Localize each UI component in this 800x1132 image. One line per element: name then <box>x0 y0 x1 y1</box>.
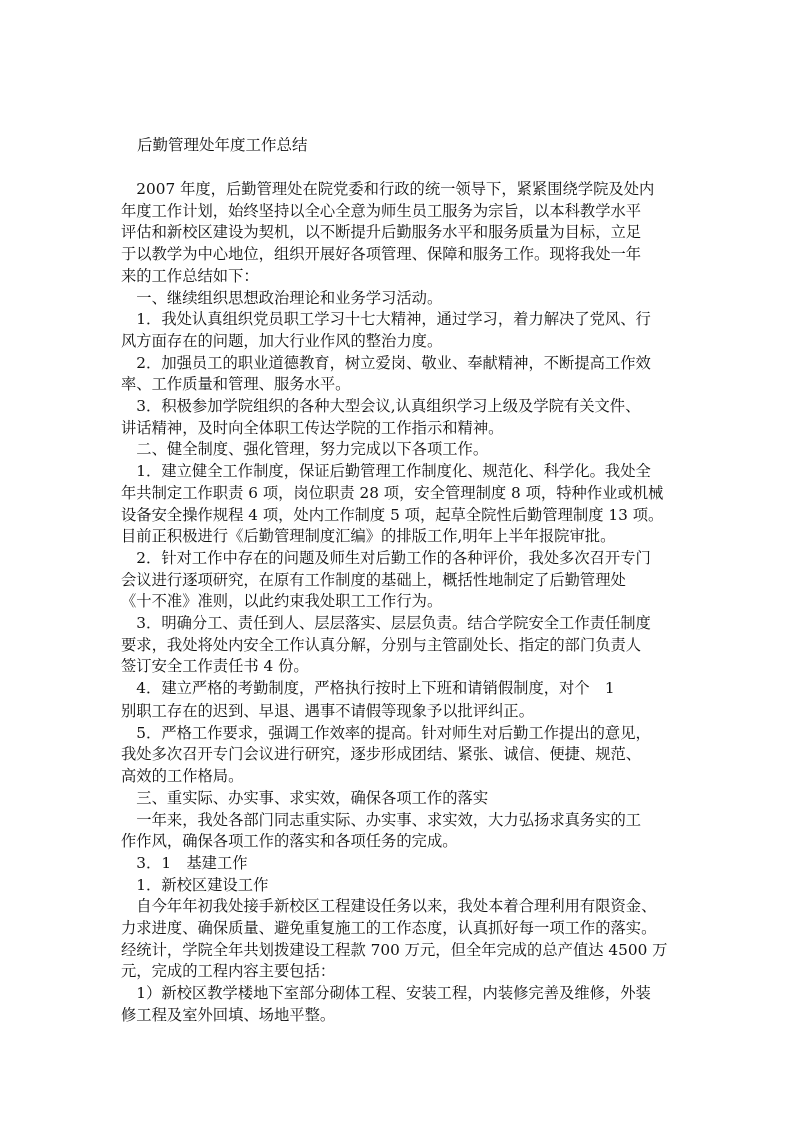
paragraph-line: 1．我处认真组织党员职工学习十七大精神，通过学习，着力解决了党风、行 <box>121 310 651 329</box>
paragraph-line: 经统计，学院全年共划拨建设工程款 700 万元，但全年完成的总产值达 4500 万 <box>121 940 668 959</box>
paragraph-line: 会议进行逐项研究，在原有工作制度的基础上，概括性地制定了后勤管理处 <box>121 570 626 589</box>
paragraph-line: 目前正积极进行《后勤管理制度汇编》的排版工作,明年上半年报院审批。 <box>121 527 616 546</box>
paragraph-line: 设备安全操作规程 4 项，处内工作制度 5 项，起草全院性后勤管理制度 13 项。 <box>121 505 664 524</box>
subsection-heading: 3．1 基建工作 <box>121 853 248 872</box>
paragraph-line: 2．针对工作中存在的问题及师生对后勤工作的各种评价，我处多次召开专门 <box>121 548 651 567</box>
paragraph-line: 我处多次召开专门会议进行研究，逐步形成团结、紧张、诚信、便捷、规范、 <box>121 745 642 764</box>
paragraph-line: 别职工存在的迟到、早退、遇事不请假等现象予以批评纠正。 <box>121 702 535 720</box>
paragraph-line: 4．建立严格的考勤制度，严格执行按时上下班和请销假制度，对个 1 <box>121 679 615 698</box>
paragraph-line: 风方面存在的问题，加大行业作风的整治力度。 <box>121 331 443 350</box>
paragraph-line: 自今年年初我处接手新校区工程建设任务以来，我处本着合理利用有限资金、 <box>121 897 657 916</box>
paragraph-line: 评估和新校区建设为契机，以不断提升后勤服务水平和服务质量为目标，立足 <box>121 223 642 242</box>
paragraph-line: 年度工作计划，始终坚持以全心全意为师生员工服务为宗旨，以本科教学水平 <box>121 201 642 220</box>
paragraph-line: 1．建立健全工作制度，保证后勤管理工作制度化、规范化、科学化。我处全 <box>121 462 651 481</box>
paragraph-line: 《十不准》准则，以此约束我处职工工作行为。 <box>121 592 443 611</box>
paragraph-line: 修工程及室外回填、场地平整。 <box>121 1005 336 1024</box>
paragraph-line: 高效的工作格局。 <box>121 767 244 786</box>
document-body-section-1 <box>121 179 681 700</box>
paragraph-line: 3．积极参加学院组织的各种大型会议,认真组织学习上级及学院有关文件、 <box>121 397 641 416</box>
paragraph-line: 3．明确分工、责任到人、层层落实、层层负责。结合学院安全工作责任制度 <box>121 614 651 633</box>
document-body-section-2 <box>121 701 681 1027</box>
paragraph-line: 元，完成的工程内容主要包括： <box>121 962 336 981</box>
section-heading: 一、继续组织思想政治理论和业务学习活动。 <box>121 288 443 307</box>
section-heading: 二、健全制度、强化管理，努力完成以下各项工作。 <box>121 440 489 459</box>
paragraph-line: 5．严格工作要求，强调工作效率的提高。针对师生对后勤工作提出的意见， <box>121 723 651 742</box>
paragraph-line: 讲话精神，及时向全体职工传达学院的工作指示和精神。 <box>121 418 504 437</box>
document-title: 后勤管理处年度工作总结 <box>137 136 308 154</box>
paragraph-line: 于以教学为中心地位，组织开展好各项管理、保障和服务工作。现将我处一年 <box>121 245 642 264</box>
paragraph-line: 1）新校区教学楼地下室部分砌体工程、安装工程，内装修完善及维修，外装 <box>121 984 651 1003</box>
section-heading: 三、重实际、办实事、求实效，确保各项工作的落实 <box>121 788 489 807</box>
paragraph-line: 来的工作总结如下： <box>121 266 259 285</box>
paragraph-line: 作作风，确保各项工作的落实和各项任务的完成。 <box>121 832 458 851</box>
paragraph-line: 率、工作质量和管理、服务水平。 <box>121 375 351 394</box>
paragraph-line: 年共制定工作职责 6 项，岗位职责 28 项，安全管理制度 8 项，特种作业或机械 <box>121 483 664 502</box>
paragraph-line: 一年来，我处各部门同志重实际、办实事、求实效，大力弘扬求真务实的工 <box>121 810 642 829</box>
paragraph-line: 要求，我处将处内安全工作认真分解，分别与主管副处长、指定的部门负责人 <box>121 635 642 654</box>
paragraph-line: 2．加强员工的职业道德教育，树立爱岗、敬业、奉献精神，不断提高工作效 <box>121 353 651 372</box>
paragraph-line: 2007 年度，后勤管理处在院党委和行政的统一领导下，紧紧围绕学院及处内 <box>121 180 655 198</box>
paragraph-line: 签订安全工作责任书 4 份。 <box>121 657 309 676</box>
subsection-heading: 1．新校区建设工作 <box>121 875 269 894</box>
paragraph-line: 力求进度、确保质量、避免重复施工的工作态度，认真抓好每一项工作的落实。 <box>121 919 657 938</box>
